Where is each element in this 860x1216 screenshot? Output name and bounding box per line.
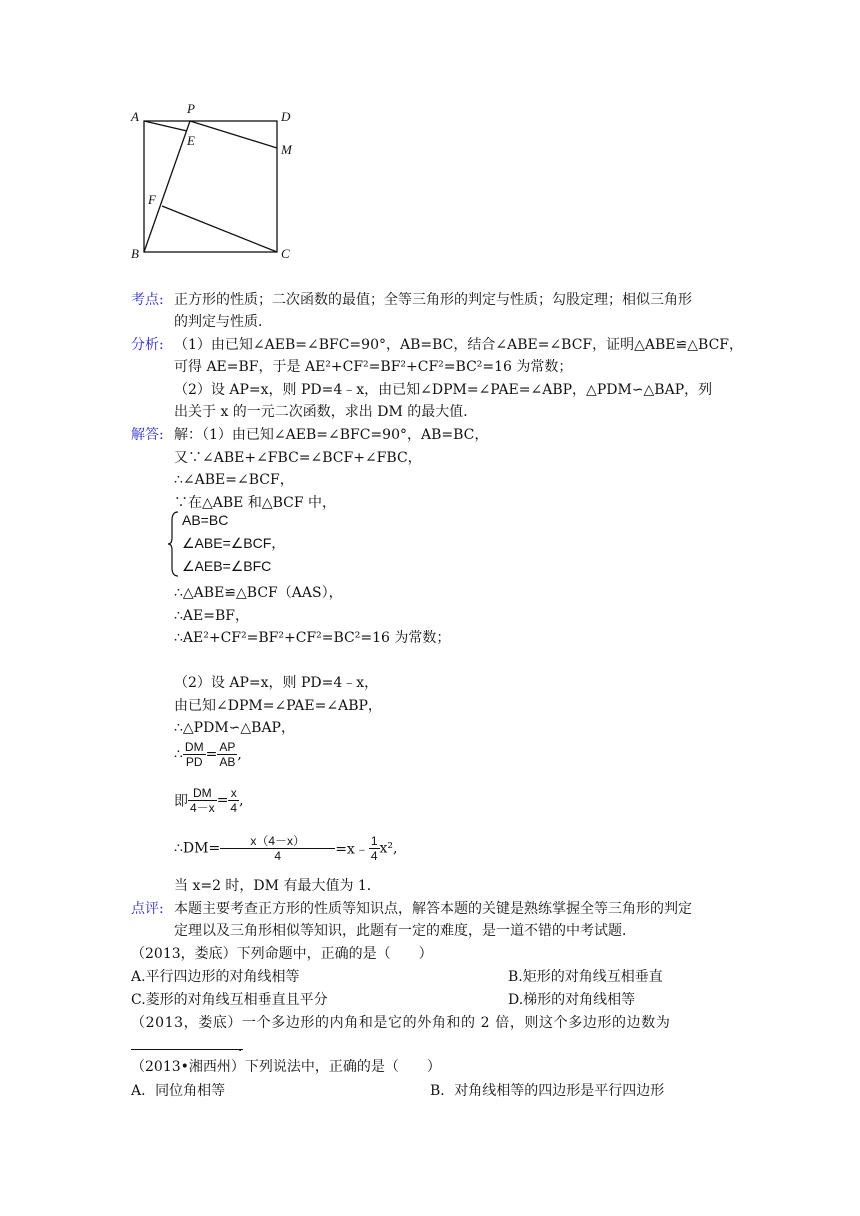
f3-den2: 4 bbox=[370, 849, 378, 863]
label-e: E bbox=[187, 133, 195, 148]
label-a: A bbox=[131, 109, 139, 124]
fenxi-line1: （1）由已知∠AEB=∠BFC=90°，AB=BC，结合∠ABE=∠BCF，证明△ABE≌△BCF， bbox=[174, 337, 744, 353]
q3-stem: （2013•湘西州）下列说法中，正确的是（ ） bbox=[131, 1059, 441, 1075]
q3-option-a: A．同位角相等 bbox=[131, 1083, 226, 1099]
f2-num2: x bbox=[228, 786, 239, 801]
jieda-line2: 又∵∠ABE+∠FBC=∠BCF+∠FBC， bbox=[174, 450, 422, 466]
q1-option-b: B.矩形的对角线互相垂直 bbox=[508, 969, 663, 985]
f1-post: , bbox=[237, 746, 242, 763]
system-brace bbox=[166, 510, 182, 578]
part2-line2: 由已知∠DPM=∠PAE=∠ABP， bbox=[174, 698, 382, 714]
f2-eq: = bbox=[216, 792, 229, 809]
q2-blank-end: ． bbox=[238, 1039, 252, 1055]
fenxi-line3: （2）设 AP=x，则 PD=4﹣x，由已知∠DPM=∠PAE=∠ABP，△PDM∽△BAP，列 bbox=[174, 382, 713, 398]
f2-prefix: 即 bbox=[174, 793, 188, 810]
jieda-line6: ∴AE=BF， bbox=[174, 608, 249, 624]
f1-den2: AB bbox=[219, 755, 236, 769]
q1-option-c: C.菱形的对角线互相垂直且平分 bbox=[131, 992, 328, 1008]
dianping-line2: 定理以及三角形相似等知识，此题有一定的难度，是一道不错的中考试题． bbox=[174, 923, 636, 939]
jieda-line4: ∵在△ABE 和△BCF 中， bbox=[174, 495, 337, 511]
fenxi-line2: 可得 AE=BF，于是 AE²+CF²=BF²+CF²=BC²=16 为常数； bbox=[174, 359, 573, 375]
jieda-tag: 解答: bbox=[131, 427, 164, 443]
ratio-equation-1 bbox=[174, 740, 242, 769]
q3-option-b: B．对角线相等的四边形是平行四边形 bbox=[430, 1083, 665, 1099]
square-figure bbox=[0, 0, 860, 300]
dianping-tag: 点评: bbox=[131, 901, 164, 917]
dianping-line1: 本题主要考查正方形的性质等知识点，解答本题的关键是熟练掌握全等三角形的判定 bbox=[174, 901, 692, 917]
f1-num2: AP bbox=[219, 740, 236, 754]
fenxi-line4: 出关于 x 的一元二次函数，求出 DM 的最大值． bbox=[174, 404, 478, 420]
jieda-line7: ∴AE²+CF²=BF²+CF²=BC²=16 为常数； bbox=[174, 630, 451, 646]
ratio-equation-2 bbox=[174, 786, 244, 815]
fraction-dm-4mx bbox=[188, 786, 217, 815]
f3-num: x（4－x） bbox=[220, 834, 335, 849]
f3-post: x², bbox=[379, 840, 398, 857]
f2-den2: 4 bbox=[230, 801, 238, 815]
jieda-line1: 解：（1）由已知∠AEB=∠BFC=90°，AB=BC， bbox=[174, 427, 489, 443]
f3-den: 4 bbox=[274, 849, 282, 863]
kaodian-tag: 考点: bbox=[131, 292, 164, 308]
kaodian-line2: 的判定与性质． bbox=[174, 314, 272, 330]
f2-den1: 4－x bbox=[190, 801, 215, 815]
system-line2: ∠ABE=∠BCF， bbox=[182, 535, 286, 551]
q2-stem: （2013，娄底）一个多边形的内角和是它的外角和的 2 倍，则这个多边形的边数为 bbox=[131, 1015, 671, 1031]
segment-pm bbox=[190, 121, 277, 148]
segment-ae bbox=[144, 121, 187, 131]
dm-expression bbox=[174, 834, 398, 863]
fraction-x4mx-4 bbox=[220, 834, 335, 863]
system-conditions bbox=[182, 509, 285, 578]
f1-den1: PD bbox=[185, 755, 203, 769]
fraction-1-4 bbox=[369, 834, 380, 863]
q1-stem: （2013，娄底）下列命题中，正确的是（ ） bbox=[131, 946, 433, 962]
f1-eq: = bbox=[205, 746, 218, 763]
system-line1: AB=BC bbox=[182, 512, 229, 528]
fraction-x-4 bbox=[228, 786, 239, 815]
label-c: C bbox=[281, 246, 290, 261]
f2-num1: DM bbox=[188, 786, 217, 801]
jieda-line5: ∴△ABE≌△BCF（AAS）， bbox=[174, 585, 343, 601]
segment-bp bbox=[144, 121, 190, 252]
q1-option-d: D.梯形的对角线相等 bbox=[508, 992, 636, 1008]
part2-line1: （2）设 AP=x，则 PD=4﹣x， bbox=[174, 675, 379, 691]
f3-prefix: ∴DM= bbox=[174, 840, 221, 857]
f3-num2: 1 bbox=[370, 834, 378, 848]
q2-blank-line bbox=[131, 1049, 243, 1050]
label-d: D bbox=[281, 109, 291, 124]
f3-mid: =x﹣ bbox=[335, 841, 369, 858]
segment-cf bbox=[162, 206, 277, 252]
label-p: P bbox=[187, 101, 195, 116]
square-abcd bbox=[144, 121, 277, 252]
label-b: B bbox=[131, 246, 139, 261]
fraction-ap-ab bbox=[217, 740, 237, 769]
f1-num1: DM bbox=[184, 740, 204, 754]
label-m: M bbox=[281, 142, 292, 157]
f1-prefix: ∴ bbox=[174, 746, 183, 763]
jieda-line3: ∴∠ABE=∠BCF， bbox=[174, 472, 294, 488]
part2-last: 当 x=2 时，DM 有最大值为 1． bbox=[174, 878, 381, 894]
system-line3: ∠AEB=∠BFC bbox=[182, 558, 272, 574]
q1-option-a: A.平行四边形的对角线相等 bbox=[131, 969, 300, 985]
label-f: F bbox=[148, 192, 156, 207]
fenxi-tag: 分析: bbox=[131, 337, 164, 353]
fraction-dm-pd bbox=[183, 740, 206, 769]
kaodian-line1: 正方形的性质；二次函数的最值；全等三角形的判定与性质；勾股定理；相似三角形 bbox=[174, 292, 692, 308]
f2-post: , bbox=[239, 792, 244, 809]
part2-line3: ∴△PDM∽△BAP， bbox=[174, 720, 295, 736]
